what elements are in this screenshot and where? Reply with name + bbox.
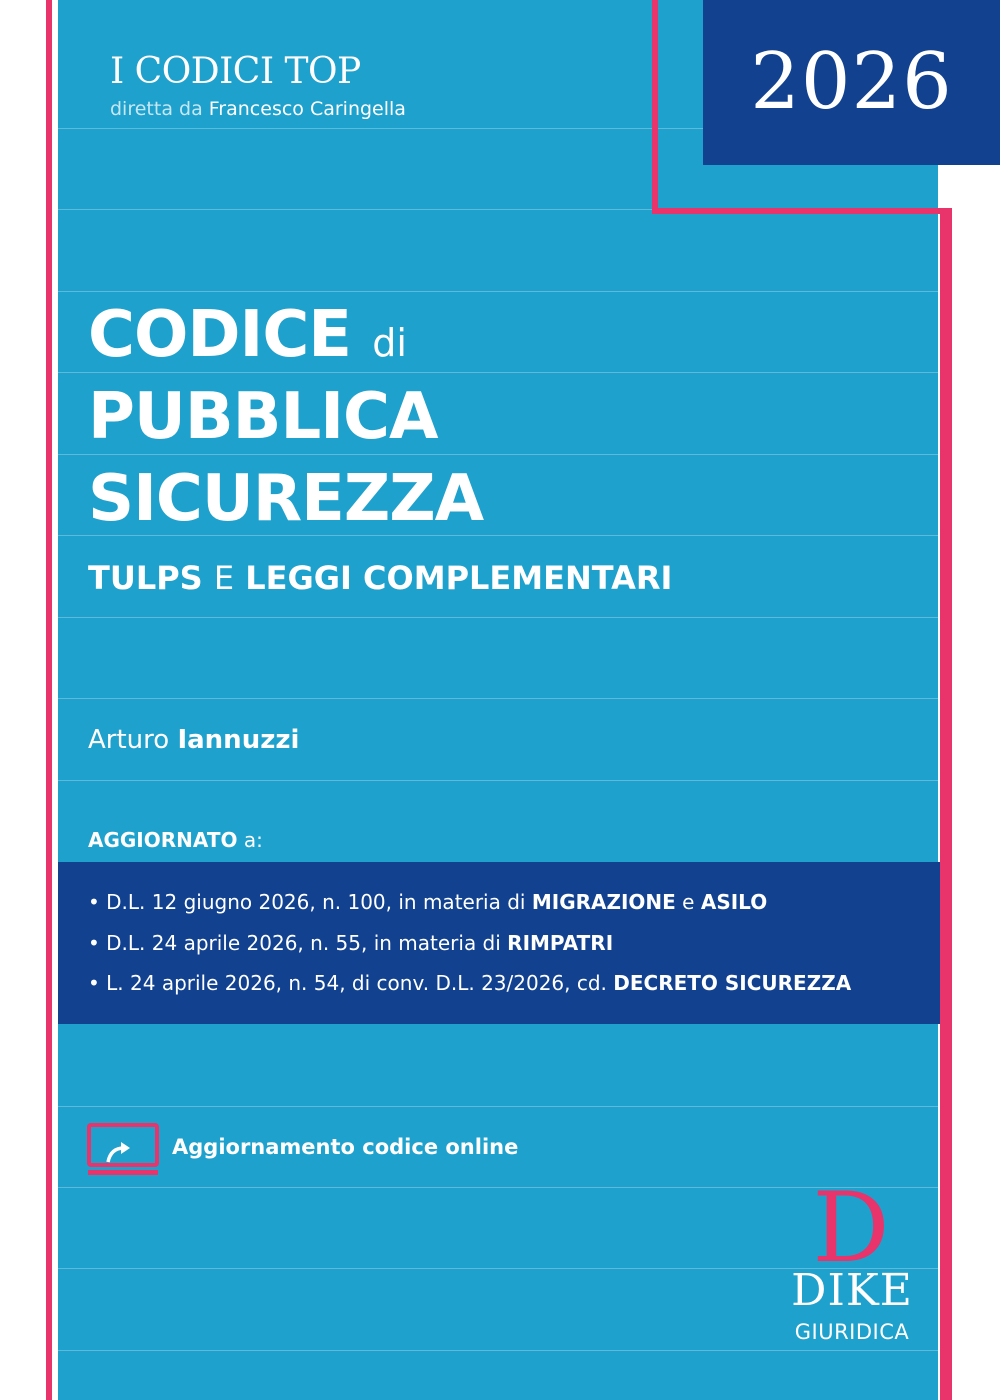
updated-label — [88, 825, 263, 855]
author-last-name: Iannuzzi — [177, 725, 300, 755]
publisher-logo-name: DIKE — [791, 1265, 913, 1316]
update-item-text: • D.L. 24 aprile 2026, n. 55, in materia di — [88, 931, 508, 955]
update-item-text: • D.L. 12 giugno 2026, n. 100, in materia di — [88, 890, 532, 914]
edition-year: 2026 — [703, 0, 1000, 165]
update-item — [88, 968, 851, 998]
monitor-update-icon — [86, 1122, 160, 1178]
rule-line — [58, 617, 938, 618]
author-first-name: Arturo — [88, 725, 170, 755]
title-word-codice: CODICE — [88, 298, 351, 372]
subtitle — [88, 555, 672, 601]
publisher-logo-sub: GIURIDICA — [794, 1320, 910, 1344]
rule-line — [58, 1106, 938, 1107]
publisher-logo-mark: D — [812, 1172, 890, 1284]
rule-line — [58, 1350, 938, 1351]
updated-label-light: a: — [243, 828, 263, 852]
title-line-3: SICUREZZA — [88, 462, 484, 536]
right-frame-stroke — [940, 208, 952, 1400]
year-frame-stroke — [652, 208, 952, 214]
title-word-di: di — [372, 321, 407, 365]
series-director — [110, 96, 406, 122]
subtitle-connector: E — [213, 559, 235, 597]
series-title: I CODICI TOP — [110, 51, 361, 92]
online-update-label: Aggiornamento codice online — [172, 1135, 519, 1159]
year-frame-stroke — [652, 0, 658, 214]
update-item-text: • L. 24 aprile 2026, n. 54, di conv. D.L. 23/2026, cd. — [88, 971, 614, 995]
update-list — [58, 862, 940, 1024]
series-director-name: Francesco Caringella — [208, 98, 406, 120]
update-item-highlight: RIMPATRI — [507, 931, 614, 955]
title-line-2: PUBBLICA — [88, 380, 438, 454]
series-director-prefix: diretta da — [110, 98, 203, 120]
update-item-highlight: DECRETO SICUREZZA — [613, 971, 852, 995]
left-frame-stroke — [46, 0, 52, 1400]
rule-line — [58, 780, 938, 781]
subtitle-part-2: LEGGI COMPLEMENTARI — [245, 559, 673, 597]
subtitle-part-1: TULPS — [88, 559, 203, 597]
update-item-highlight: ASILO — [700, 890, 768, 914]
rule-line — [58, 291, 938, 292]
update-item — [88, 928, 613, 958]
rule-line — [58, 698, 938, 699]
update-item — [88, 887, 767, 917]
updated-label-bold: AGGIORNATO — [88, 828, 238, 852]
update-item-connector: e — [675, 890, 701, 914]
title-line-1 — [88, 296, 407, 382]
update-item-highlight: MIGRAZIONE — [531, 890, 676, 914]
author — [88, 720, 299, 760]
